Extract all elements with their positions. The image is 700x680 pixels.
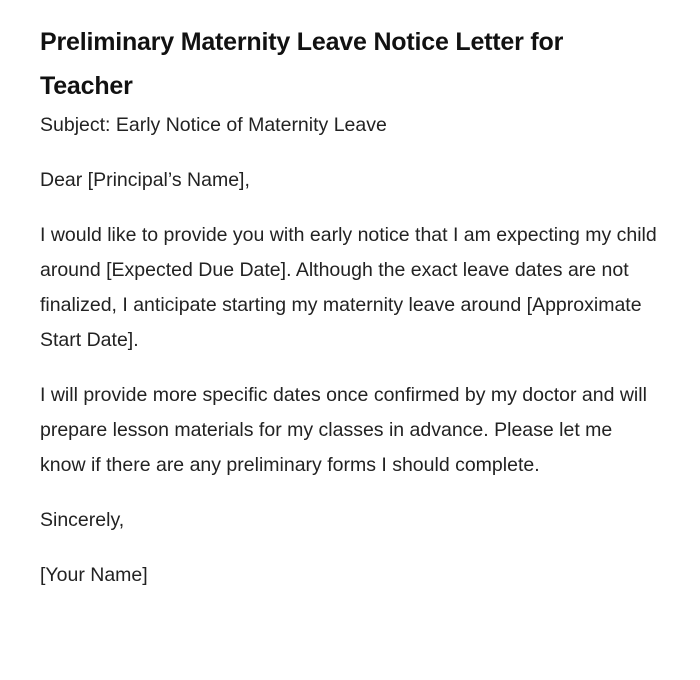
page-title: Preliminary Maternity Leave Notice Letter for Teacher bbox=[40, 28, 564, 100]
letter-page bbox=[40, 20, 660, 613]
closing: Sincerely, bbox=[40, 509, 125, 531]
body-paragraph-1: I would like to provide you with early notice that I am expecting my child around [Expected Due Date]. Although the exact leave dates are not finalized, I anticipate starting my maternity leave around [Approximate Start Date]. bbox=[40, 224, 657, 351]
signature: [Your Name] bbox=[40, 564, 148, 586]
subject-line: Subject: Early Notice of Maternity Leave bbox=[40, 114, 387, 136]
salutation: Dear [Principal’s Name], bbox=[40, 169, 250, 191]
body-paragraph-2: I will provide more specific dates once confirmed by my doctor and will prepare lesson materials for my classes in advance. Please let me know if there are any preliminary forms I should complete. bbox=[40, 384, 647, 476]
